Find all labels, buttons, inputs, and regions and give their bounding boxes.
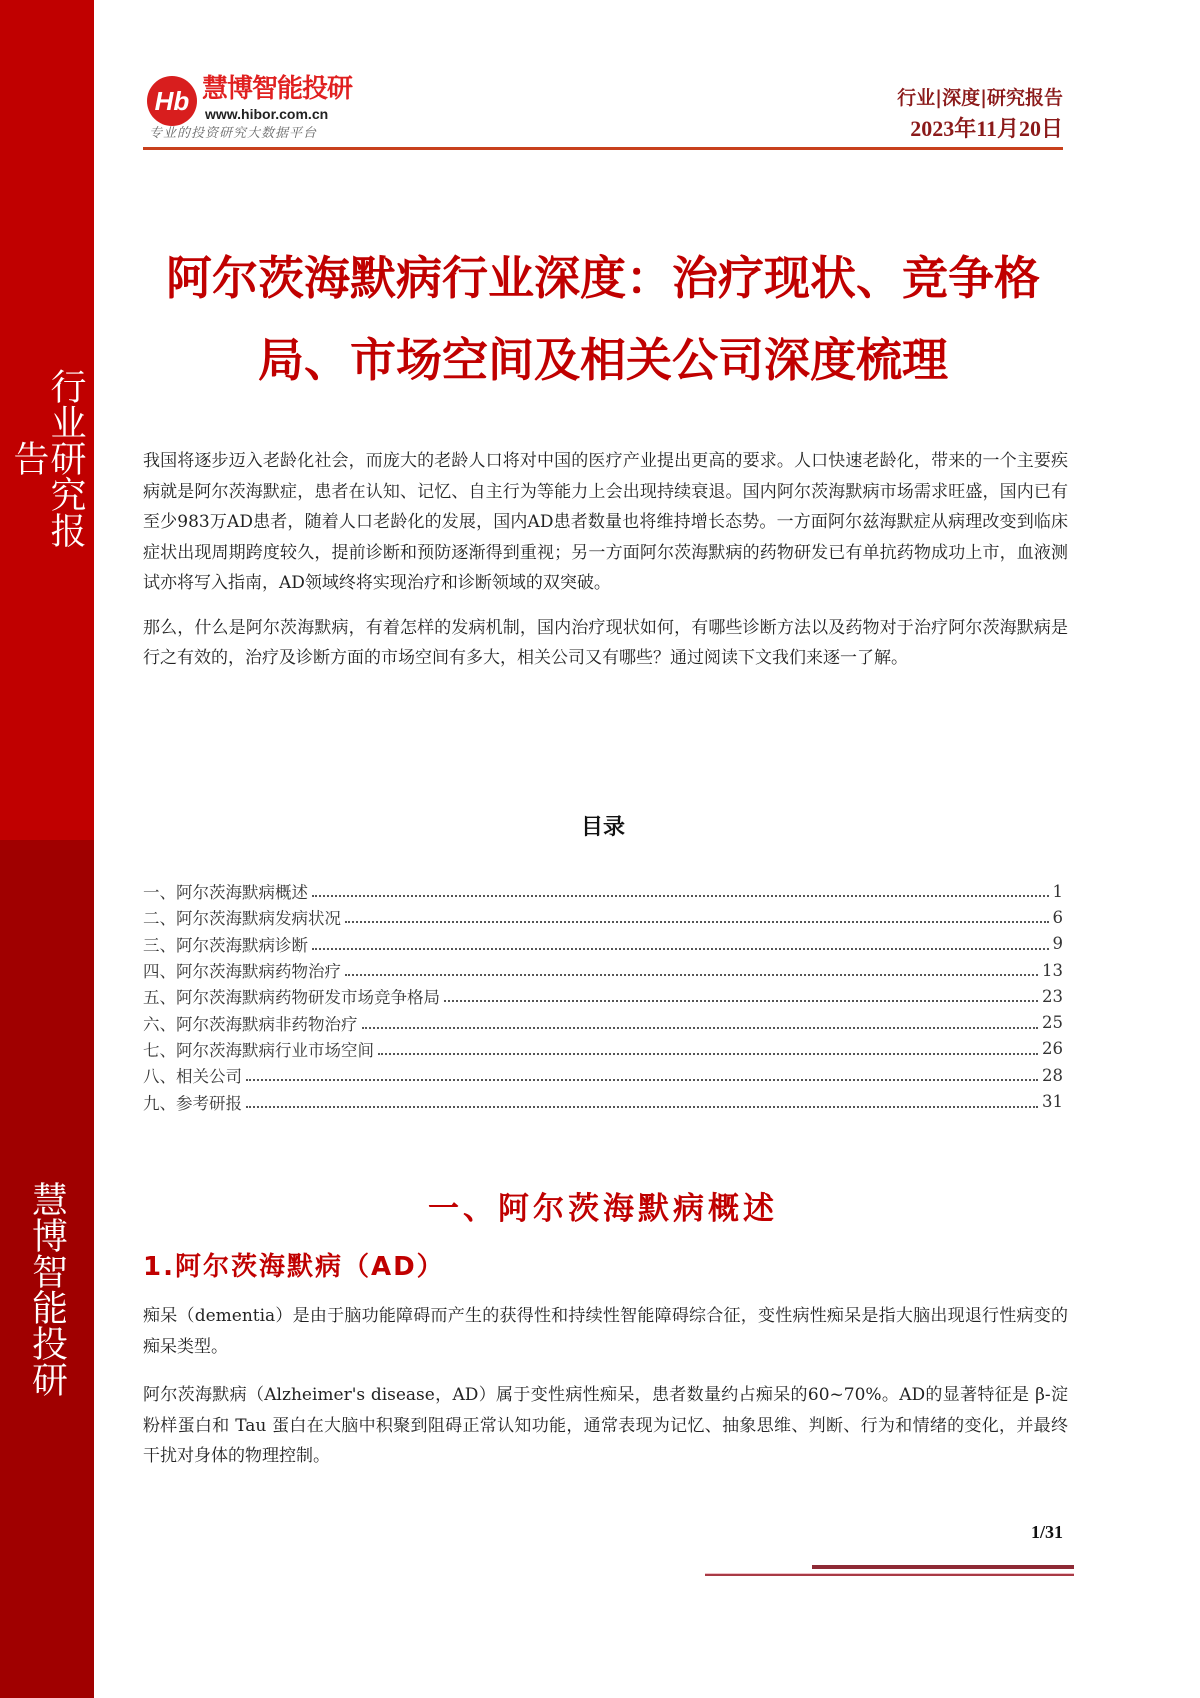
intro-paragraph: 那么，什么是阿尔茨海默病，有着怎样的发病机制，国内治疗现状如何，有哪些诊断方法以及药物对于治疗阿尔茨海默病是行之有效的，治疗及诊断方面的市场空间有多大，相关公司又有哪些？通过阅读下文我们来逐一了解。 (143, 617, 1068, 668)
toc-leader (444, 1000, 1038, 1002)
toc-item[interactable] (143, 1062, 1063, 1088)
section-body (143, 1301, 1068, 1472)
toc-item[interactable] (143, 1009, 1063, 1035)
toc-item[interactable] (143, 1088, 1063, 1114)
toc-label: 一、阿尔茨海默病概述 (143, 883, 308, 903)
sidebar-report-type: 行业研究报告 (8, 367, 86, 548)
intro-paragraph: 我国将逐步迈入老龄化社会，而庞大的老龄人口将对中国的医疗产业提出更高的要求。人口快速老龄化，带来的一个主要疾病就是阿尔茨海默症，患者在认知、记忆、自主行为等能力上会出现持续衰退。国内阿尔茨海默病市场需求旺盛，国内已有至少983万AD患者，随着人口老龄化的发展，国内AD患者数量也将维持增长态势。一方面阿尔兹海默症从病理改变到临床症状出现周期跨度较久，提前诊断和预防逐渐得到重视；另一方面阿尔茨海默病的药物研发已有单抗药物成功上市，血液测试亦将写入指南，AD领域终将实现治疗和诊断领域的双突破。 (143, 451, 1068, 593)
report-date: 2023年11月20日 (910, 116, 1063, 141)
subsection-heading: 1.阿尔茨海默病（AD） (143, 1252, 445, 1282)
toc-heading: 目录 (580, 815, 625, 840)
toc-page: 9 (1052, 934, 1063, 954)
toc-label: 七、阿尔茨海默病行业市场空间 (143, 1040, 374, 1060)
page-number: 1/31 (1030, 1522, 1063, 1542)
toc-item[interactable] (143, 878, 1063, 904)
toc-label: 八、相关公司 (143, 1067, 242, 1087)
report-type: 行业|深度|研究报告 (897, 87, 1063, 109)
toc-label: 三、阿尔茨海默病诊断 (143, 935, 308, 955)
body-paragraph: 痴呆（dementia）是由于脑功能障碍而产生的获得性和持续性智能障碍综合征，变性病性痴呆是指大脑出现退行性病变的痴呆类型。 (143, 1306, 1068, 1357)
toc-label: 四、阿尔茨海默病药物治疗 (143, 962, 341, 982)
body-paragraph: 阿尔茨海默病（Alzheimer's disease，AD）属于变性病性痴呆，患者数量约占痴呆的60~70%。AD的显著特征是 β-淀粉样蛋白和 Tau 蛋白在大脑中积聚到阻碍正常认知功能，通常表现为记忆、抽象思维、判断、行为和情绪的变化，并最终干扰对身体的物理控制。 (143, 1385, 1068, 1466)
toc-item[interactable] (143, 957, 1063, 983)
section-heading: 一、阿尔茨海默病概述 (428, 1191, 778, 1227)
toc-page: 25 (1042, 1013, 1063, 1033)
toc-leader (362, 1027, 1039, 1029)
page-title-line2: 局、市场空间及相关公司深度梳理 (258, 333, 948, 387)
logo-name: 慧博智能投研 (202, 74, 353, 104)
sidebar-brand: 慧博智能投研 (26, 1181, 68, 1397)
footer-rule-top (812, 1565, 1074, 1569)
toc-leader (312, 948, 1049, 950)
toc-item[interactable] (143, 983, 1063, 1009)
page-title-line1: 阿尔茨海默病行业深度：治疗现状、竞争格 (166, 251, 1040, 305)
intro-section (143, 446, 1068, 674)
toc-label: 二、阿尔茨海默病发病状况 (143, 909, 341, 929)
toc-page: 31 (1042, 1092, 1063, 1112)
toc-page: 6 (1052, 907, 1063, 927)
toc-label: 六、阿尔茨海默病非药物治疗 (143, 1014, 358, 1034)
table-of-contents (143, 878, 1063, 1115)
toc-item[interactable] (143, 1036, 1063, 1062)
toc-page: 13 (1042, 960, 1063, 980)
toc-page: 1 (1052, 881, 1063, 901)
logo-tagline: 专业的投资研究大数据平台 (149, 126, 318, 141)
toc-leader (312, 895, 1049, 897)
header-divider (143, 147, 1063, 150)
footer-rule-bottom (705, 1573, 1074, 1576)
logo (147, 74, 367, 144)
toc-leader (246, 1106, 1038, 1108)
toc-item[interactable] (143, 904, 1063, 930)
toc-leader (345, 921, 1049, 923)
toc-leader (345, 974, 1038, 976)
toc-label: 九、参考研报 (143, 1093, 242, 1113)
logo-url: www.hibor.com.cn (205, 106, 329, 122)
toc-label: 五、阿尔茨海默病药物研发市场竞争格局 (143, 988, 440, 1008)
toc-page: 28 (1042, 1065, 1063, 1085)
toc-leader (378, 1053, 1038, 1055)
toc-page: 23 (1042, 986, 1063, 1006)
toc-leader (246, 1079, 1038, 1081)
logo-mark-icon: Hb (147, 76, 197, 126)
toc-item[interactable] (143, 931, 1063, 957)
toc-page: 26 (1042, 1039, 1063, 1059)
